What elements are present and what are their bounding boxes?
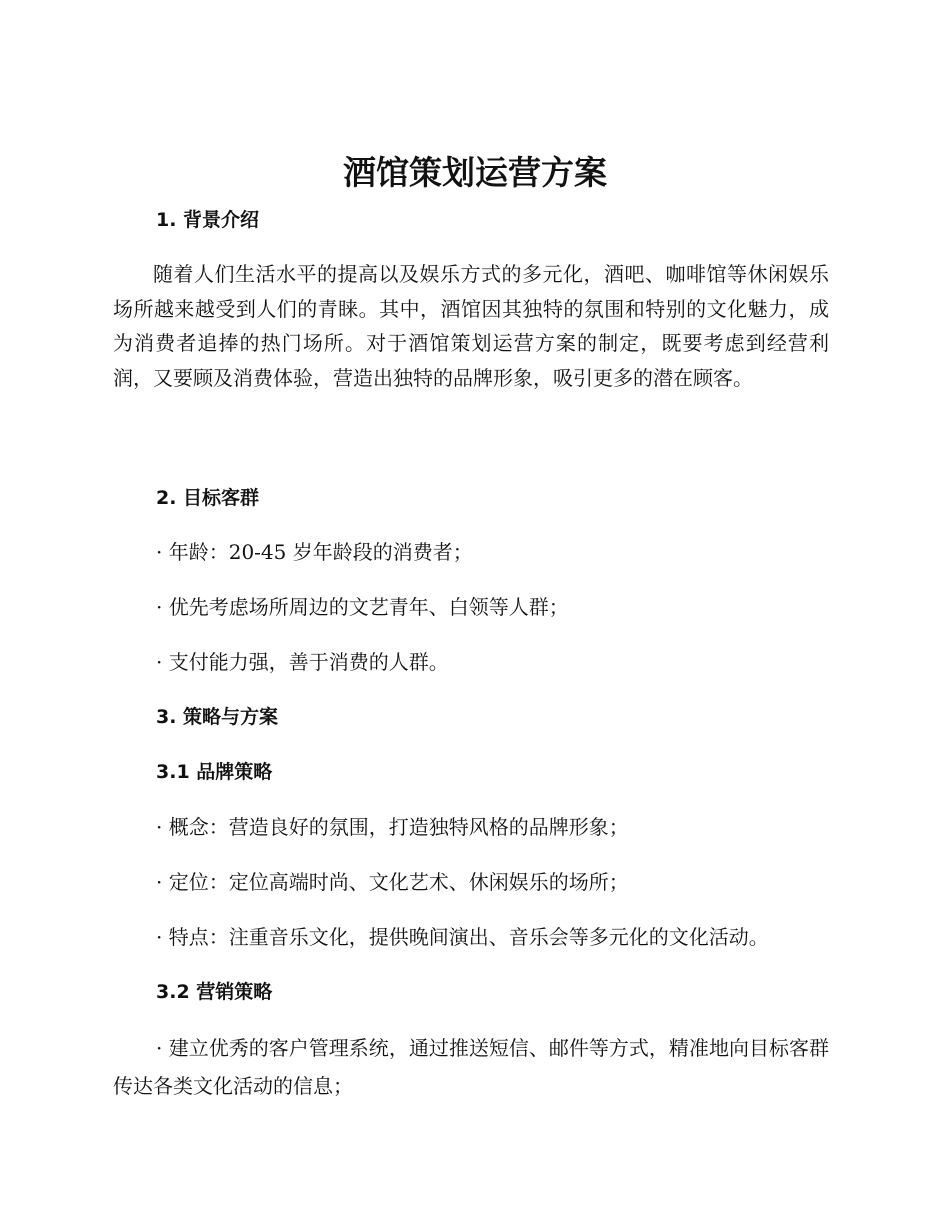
heading-marketing-strategy: 3.2 营销策略 (156, 981, 273, 1003)
list-item-priority-groups: · 优先考虑场所周边的文艺青年、白领等人群； (156, 595, 569, 619)
list-item-age: · 年龄：20-45 岁年龄段的消费者； (156, 540, 473, 564)
heading-background: 1. 背景介绍 (156, 209, 260, 231)
list-item-spending-power: · 支付能力强，善于消费的人群。 (156, 650, 449, 674)
heading-target-audience: 2. 目标客群 (156, 487, 260, 509)
list-item-concept: · 概念：营造良好的氛围，打造独特风格的品牌形象； (156, 815, 629, 839)
list-item-features: · 特点：注重音乐文化，提供晚间演出、音乐会等多元化的文化活动。 (156, 925, 769, 949)
paragraph-background: 随着人们生活水平的提高以及娱乐方式的多元化，酒吧、咖啡馆等休闲娱乐场所越来越受到人们的青睐。其中，酒馆因其独特的氛围和特别的文化魅力，成为消费者追捧的热门场所。对于酒馆策划运营方案的制定，既要考虑到经营利润，又要顾及消费体验，营造出独特的品牌形象，吸引更多的潜在顾客。 (113, 262, 829, 390)
list-item-crm-system: · 建立优秀的客户管理系统，通过推送短信、邮件等方式，精准地向目标客群传达各类文化活动的信息； (113, 1036, 829, 1098)
list-item-positioning: · 定位：定位高端时尚、文化艺术、休闲娱乐的场所； (156, 870, 629, 894)
document-title: 酒馆策划运营方案 (343, 153, 607, 192)
heading-strategy: 3. 策略与方案 (156, 706, 279, 728)
heading-brand-strategy: 3.1 品牌策略 (156, 761, 273, 783)
